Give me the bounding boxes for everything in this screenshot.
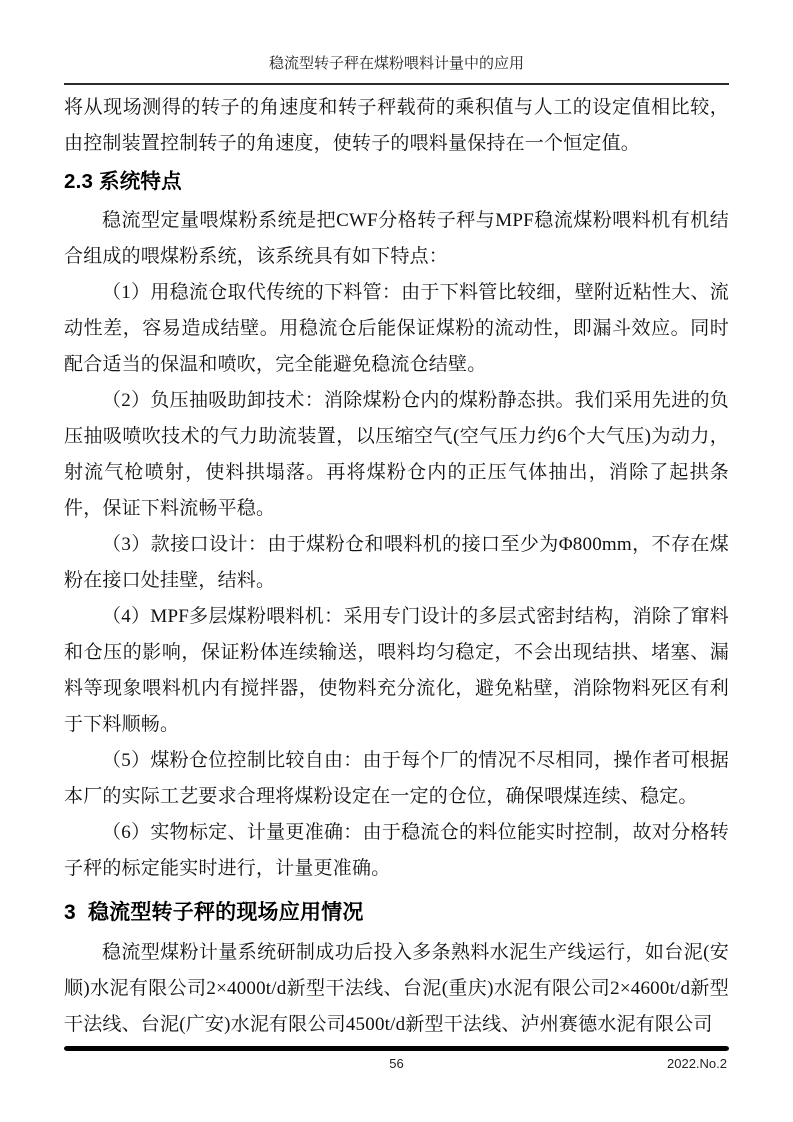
page-number: 56 xyxy=(389,1056,404,1071)
paragraph-continuation: 将从现场测得的转子的角速度和转子秤载荷的乘积值与人工的设定值相比较，由控制装置控制转子的角速度，使转子的喂料量保持在一个恒定值。 xyxy=(64,97,729,154)
paragraph-feature-5: （5）煤粉仓位控制比较自由：由于每个厂的情况不尽相同，操作者可根据本厂的实际工艺要求合理将煤粉设定在一定的仓位，确保喂煤连续、稳定。 xyxy=(64,750,729,807)
footer-rule xyxy=(64,1046,729,1051)
paragraph-feature-6: （6）实物标定、计量更准确：由于稳流仓的料位能实时控制，故对分格转子秤的标定能实时进行，计量更准确。 xyxy=(64,822,729,879)
running-header xyxy=(64,54,729,85)
section-heading-3: 3 稳流型转子秤的现场应用情况 xyxy=(64,901,364,924)
document-body xyxy=(64,90,729,1043)
paragraph-feature-3: （3）款接口设计：由于煤粉仓和喂料机的接口至少为Φ800mm，不存在煤粉在接口处挂壁，结料。 xyxy=(64,534,729,591)
paragraph-feature-4: （4）MPF多层煤粉喂料机：采用专门设计的多层式密封结构，消除了窜料和仓压的影响，保证粉体连续输送，喂料均匀稳定，不会出现结拱、堵塞、漏料等现象喂料机内有搅拌器，使物料充分流化，避免粘壁，消除物料死区有利于下料顺畅。 xyxy=(64,606,729,735)
issue-label: 2022.No.2 xyxy=(667,1056,727,1071)
section-heading-2-3: 2.3 系统特点 xyxy=(64,170,182,193)
paragraph-feature-2: （2）负压抽吸助卸技术：消除煤粉仓内的煤粉静态拱。我们采用先进的负压抽吸喷吹技术的气力助流装置，以压缩空气(空气压力约6个大气压)为动力，射流气枪喷射，使料拱塌落。再将煤粉仓内的正压气体抽出，消除了起拱条件，保证下料流畅平稳。 xyxy=(64,390,729,519)
paragraph-system-intro: 稳流型定量喂煤粉系统是把CWF分格转子秤与MPF稳流煤粉喂料机有机结合组成的喂煤粉系统，该系统具有如下特点： xyxy=(64,210,729,267)
running-header-title: 稳流型转子秤在煤粉喂料计量中的应用 xyxy=(268,56,524,72)
paragraph-application: 稳流型煤粉计量系统研制成功后投入多条熟料水泥生产线运行，如台泥(安顺)水泥有限公司2×4000t/d新型干法线、台泥(重庆)水泥有限公司2×4600t/d新型干法线、台泥(广安)水泥有限公司4500t/d新型干法线、泸州赛德水泥有限公司 xyxy=(64,942,729,1035)
paragraph-feature-1: （1）用稳流仓取代传统的下料管：由于下料管比较细，壁附近粘性大、流动性差，容易造成结壁。用稳流仓后能保证煤粉的流动性，即漏斗效应。同时配合适当的保温和喷吹，完全能避免稳流仓结壁。 xyxy=(64,282,729,375)
